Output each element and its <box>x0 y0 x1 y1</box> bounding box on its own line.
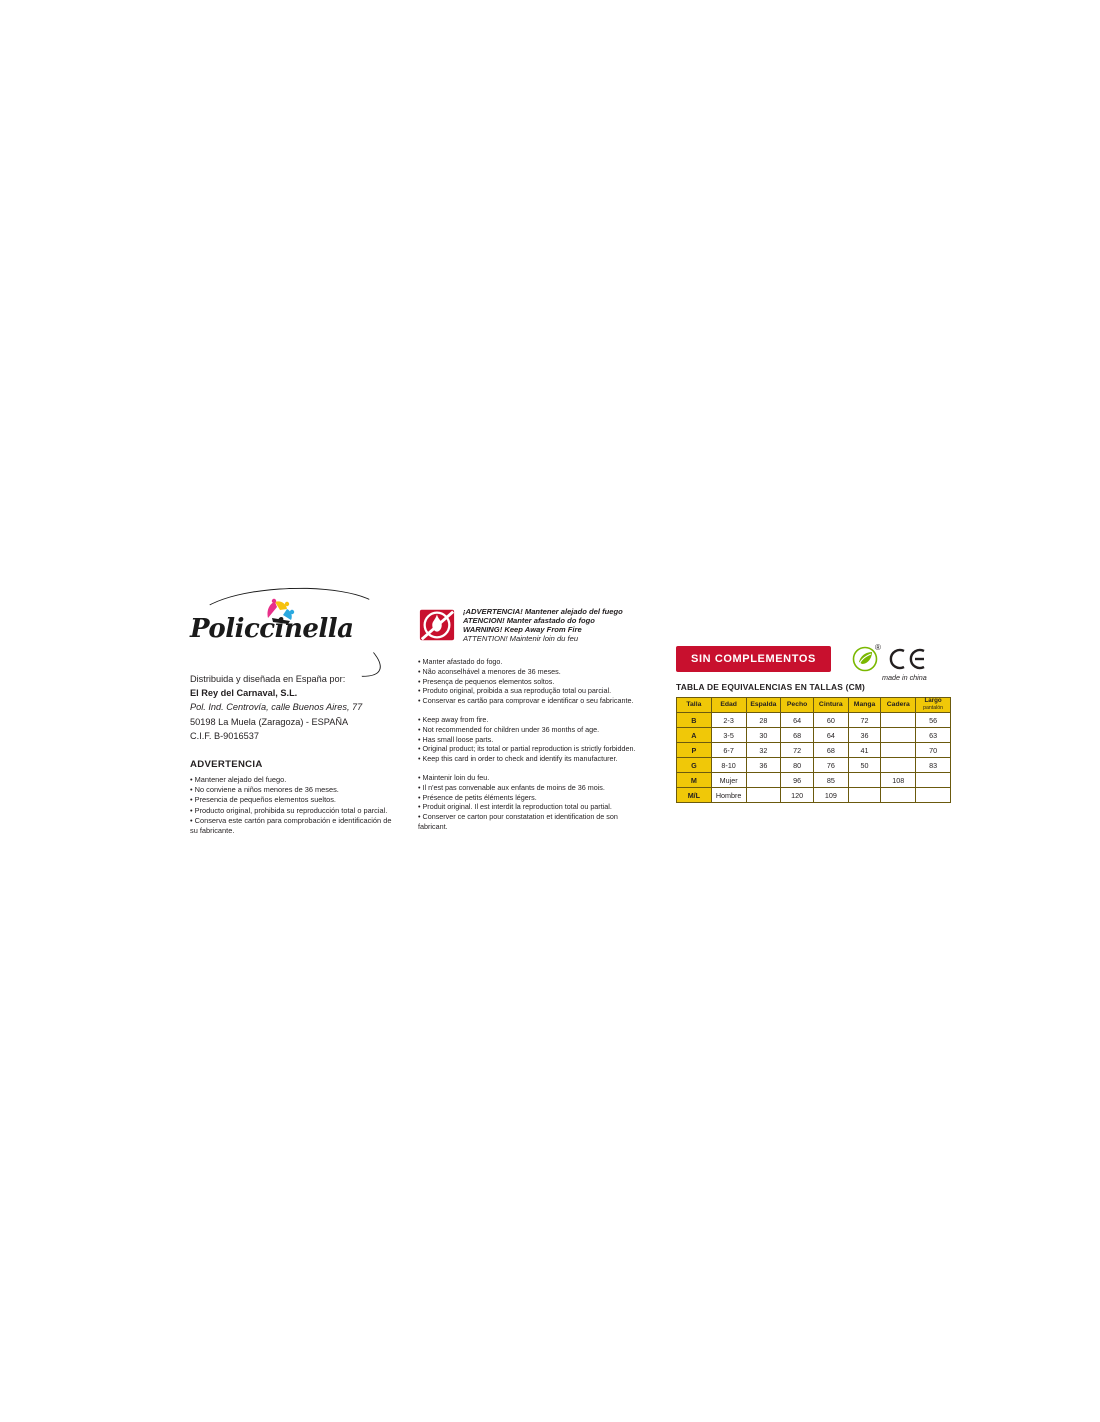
cell-talla: G <box>677 758 712 773</box>
bullet-item: • Keep away from fire. <box>418 714 489 724</box>
fire-warning-line: WARNING! Keep Away From Fire <box>463 625 582 635</box>
fire-warning-text <box>463 607 623 643</box>
cell-espalda: 28 <box>746 713 781 728</box>
bullet-item: • Présence de petits éléments légers. <box>418 792 537 802</box>
cell-cintura: 85 <box>813 773 848 788</box>
cell-pecho: 64 <box>781 713 814 728</box>
col-header-espalda: Espalda <box>746 698 781 713</box>
col-header-largo-text: Largo <box>924 697 942 705</box>
cell-manga: 72 <box>848 713 881 728</box>
cell-espalda: 30 <box>746 728 781 743</box>
cell-pecho: 96 <box>781 773 814 788</box>
bullet-item: • Maintenir loin du feu. <box>418 772 490 782</box>
bullet-item: • Manter afastado do fogo. <box>418 657 503 666</box>
bullet-item: • Produit original. Il est interdit la reproduction total ou partial. <box>418 802 612 812</box>
cell-largo <box>916 773 951 788</box>
size-table-caption: TABLA DE EQUIVALENCIAS EN TALLAS (CM) <box>676 682 866 692</box>
cell-talla: B <box>677 713 712 728</box>
cell-manga: 36 <box>848 728 881 743</box>
cell-largo <box>916 788 951 803</box>
badges-and-size-table-block <box>676 643 966 803</box>
cell-cintura: 109 <box>813 788 848 803</box>
cell-pecho: 72 <box>781 743 814 758</box>
bullet-item: • Mantener alejado del fuego. <box>190 775 287 785</box>
table-row <box>677 758 951 773</box>
distributor-address-line2: 50198 La Muela (Zaragoza) - ESPAÑA <box>190 716 349 727</box>
cell-largo: 83 <box>916 758 951 773</box>
cell-pecho: 68 <box>781 728 814 743</box>
brand-logo <box>190 588 390 660</box>
cell-edad: 6-7 <box>711 743 746 758</box>
bullet-item: • Não aconselhável a menores de 36 meses. <box>418 666 561 676</box>
bullet-item: • Conserver ce carton pour constatation et identification de son fabricant. <box>418 812 618 831</box>
cell-largo: 56 <box>916 713 951 728</box>
warning-list-en <box>418 715 668 764</box>
cell-edad: 2-3 <box>711 713 746 728</box>
bullet-item: • Not recommended for children under 36 months of age. <box>418 724 600 734</box>
ce-mark-icon <box>888 647 930 671</box>
cell-cadera <box>881 758 916 773</box>
distributor-company: El Rey del Carnaval, S.L. <box>190 688 298 699</box>
cell-cintura: 64 <box>813 728 848 743</box>
made-in-label: made in china <box>882 673 927 682</box>
cell-largo: 63 <box>916 728 951 743</box>
col-header-cadera: Cadera <box>881 698 916 713</box>
advertencia-title: ADVERTENCIA <box>190 759 263 771</box>
warning-list-fr <box>418 773 668 832</box>
distributor-cif: C.I.F. B-9016537 <box>190 730 259 741</box>
cell-cadera: 108 <box>881 773 916 788</box>
cell-edad: Hombre <box>711 788 746 803</box>
cell-cintura: 76 <box>813 758 848 773</box>
cell-espalda: 36 <box>746 758 781 773</box>
sin-complementos-badge: SIN COMPLEMENTOS <box>676 646 831 672</box>
cell-manga <box>848 773 881 788</box>
table-row <box>677 773 951 788</box>
fire-warning-line: ATENCION! Manter afastado do fogo <box>463 616 595 626</box>
cell-pecho: 80 <box>781 758 814 773</box>
col-header-edad: Edad <box>711 698 746 713</box>
fire-warning-line: ¡ADVERTENCIA! Mantener alejado del fuego <box>463 607 623 616</box>
registered-mark-icon: ® <box>875 643 881 652</box>
distributor-address <box>190 672 410 743</box>
advertencia-bullets-es <box>190 775 410 836</box>
no-fire-icon <box>418 606 456 644</box>
cell-largo: 70 <box>916 743 951 758</box>
col-header-largo <box>916 698 951 713</box>
cell-cadera <box>881 713 916 728</box>
bullet-item: • Produto original, proibida a sua reprodução total ou parcial. <box>418 686 612 696</box>
table-header-row <box>677 698 951 713</box>
warning-list-pt <box>418 657 668 706</box>
cell-cintura: 68 <box>813 743 848 758</box>
bullet-item: • Producto original, prohibida su reproducción total o parcial. <box>190 805 388 815</box>
cell-talla: A <box>677 728 712 743</box>
col-header-cintura: Cintura <box>813 698 848 713</box>
bullet-item: • Original product; its total or partial reproduction is strictly forbidden. <box>418 744 636 754</box>
fire-warning-header <box>418 606 668 648</box>
distributor-address-line1: Pol. Ind. Centrovía, calle Buenos Aires, 77 <box>190 702 363 713</box>
table-row <box>677 728 951 743</box>
col-header-pecho: Pecho <box>781 698 814 713</box>
cell-manga: 50 <box>848 758 881 773</box>
cell-talla: M/L <box>677 788 712 803</box>
col-header-largo-sub: pantalón <box>923 705 944 711</box>
cell-edad: 8-10 <box>711 758 746 773</box>
cell-espalda <box>746 773 781 788</box>
bullet-item: • Conserva este cartón para comprobación e identificación de su fabricante. <box>190 815 392 836</box>
bullet-item: • Conservar es cartão para comprovar e identificar o seu fabricante. <box>418 696 634 706</box>
cell-cadera <box>881 743 916 758</box>
cell-cadera <box>881 728 916 743</box>
table-row <box>677 788 951 803</box>
bullet-item: • Il n'est pas convenable aux enfants de moins de 36 mois. <box>418 782 605 792</box>
cell-espalda <box>746 788 781 803</box>
col-header-manga: Manga <box>848 698 881 713</box>
bullet-item: • Presencia de pequeños elementos sueltos. <box>190 795 336 805</box>
cell-espalda: 32 <box>746 743 781 758</box>
badges-row <box>676 643 966 682</box>
multilingual-warnings-block <box>418 606 668 832</box>
bullet-item: • Keep this card in order to check and identify its manufacturer. <box>418 754 618 764</box>
bullet-item: • Presença de pequenos elementos soltos. <box>418 676 555 686</box>
table-row <box>677 743 951 758</box>
cell-talla: M <box>677 773 712 788</box>
logo-wordmark: Policcinella <box>190 614 354 644</box>
bullet-item: • No conviene a niños menores de 36 meses. <box>190 785 339 795</box>
size-equivalence-table <box>676 697 951 803</box>
bullet-item: • Has small loose parts. <box>418 734 494 744</box>
col-header-talla: Talla <box>677 698 712 713</box>
cell-talla: P <box>677 743 712 758</box>
cell-cintura: 60 <box>813 713 848 728</box>
cell-edad: Mujer <box>711 773 746 788</box>
cell-manga <box>848 788 881 803</box>
cell-manga: 41 <box>848 743 881 758</box>
cell-pecho: 120 <box>781 788 814 803</box>
distributor-intro: Distribuida y diseñada en España por: <box>190 674 346 684</box>
brand-and-distributor-block <box>190 588 410 836</box>
cell-edad: 3-5 <box>711 728 746 743</box>
table-row <box>677 713 951 728</box>
cell-cadera <box>881 788 916 803</box>
fire-warning-line: ATTENTION! Maintenir loin du feu <box>463 634 579 644</box>
